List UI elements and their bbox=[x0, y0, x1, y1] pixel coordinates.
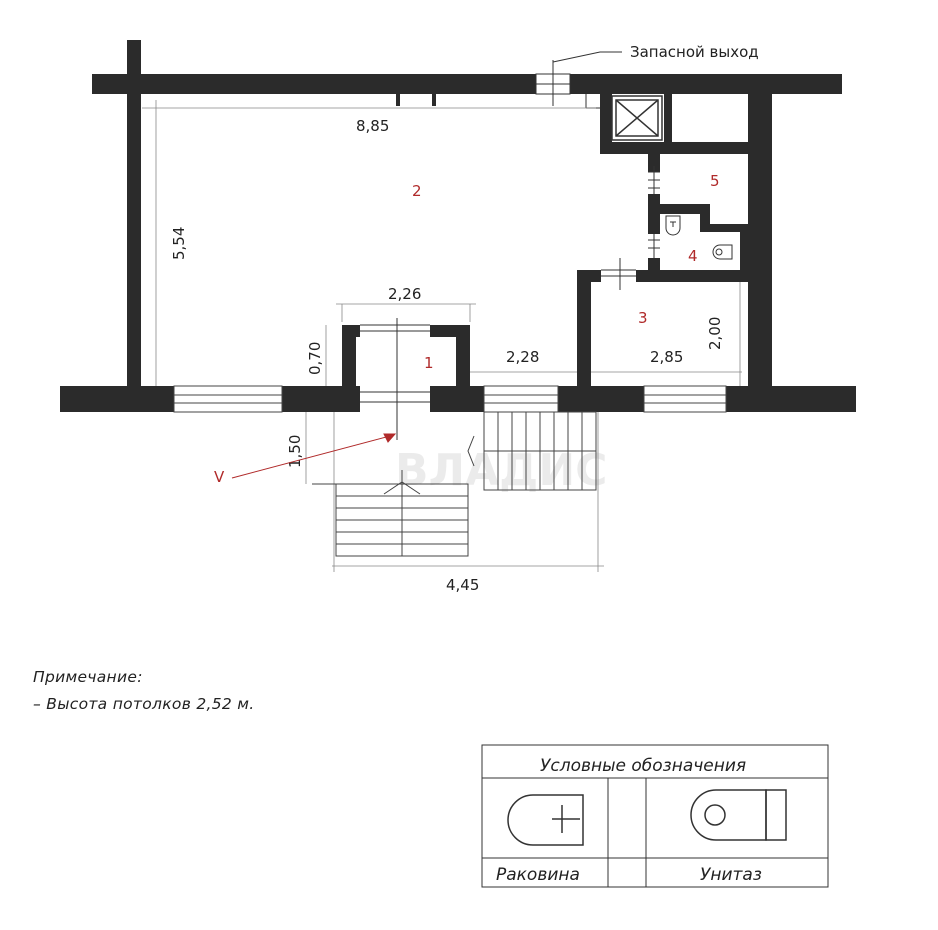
note-ceiling-height: – Высота потолков 2,52 м. bbox=[33, 695, 255, 713]
dim-porch-depth: 1,50 bbox=[286, 434, 304, 468]
legend-sink-label: Раковина bbox=[496, 865, 580, 885]
dim-total-height: 5,54 bbox=[170, 226, 188, 260]
room-number-2: 2 bbox=[412, 182, 422, 200]
legend-sink-icon bbox=[508, 795, 583, 845]
dim-room3-height: 2,00 bbox=[706, 316, 724, 350]
legend-toilet-icon bbox=[691, 790, 786, 840]
dim-entrance-depth: 0,70 bbox=[306, 341, 324, 375]
dim-middle-span: 2,28 bbox=[506, 348, 540, 366]
legend-toilet-label: Унитаз bbox=[700, 865, 762, 885]
emergency-exit-label: Запасной выход bbox=[630, 43, 759, 61]
dim-porch-width: 4,45 bbox=[446, 576, 480, 594]
room-number-5: 5 bbox=[710, 172, 720, 190]
watermark-text: ВЛАДИС bbox=[395, 445, 608, 496]
entry-marker: V bbox=[214, 468, 225, 486]
dim-total-width: 8,85 bbox=[356, 117, 390, 135]
legend-title: Условные обозначения bbox=[540, 756, 747, 776]
plan-toilet-icon bbox=[713, 245, 732, 259]
room-number-3: 3 bbox=[638, 309, 648, 327]
room-number-1: 1 bbox=[424, 354, 434, 372]
note-title: Примечание: bbox=[33, 668, 143, 686]
dim-room3-width: 2,85 bbox=[650, 348, 684, 366]
entry-arrow-icon bbox=[232, 434, 395, 478]
plan-sink-icon bbox=[666, 216, 680, 235]
walls bbox=[60, 40, 856, 412]
shaft-icon bbox=[612, 96, 662, 140]
room-number-4: 4 bbox=[688, 247, 698, 265]
dim-entrance-width: 2,26 bbox=[388, 285, 422, 303]
